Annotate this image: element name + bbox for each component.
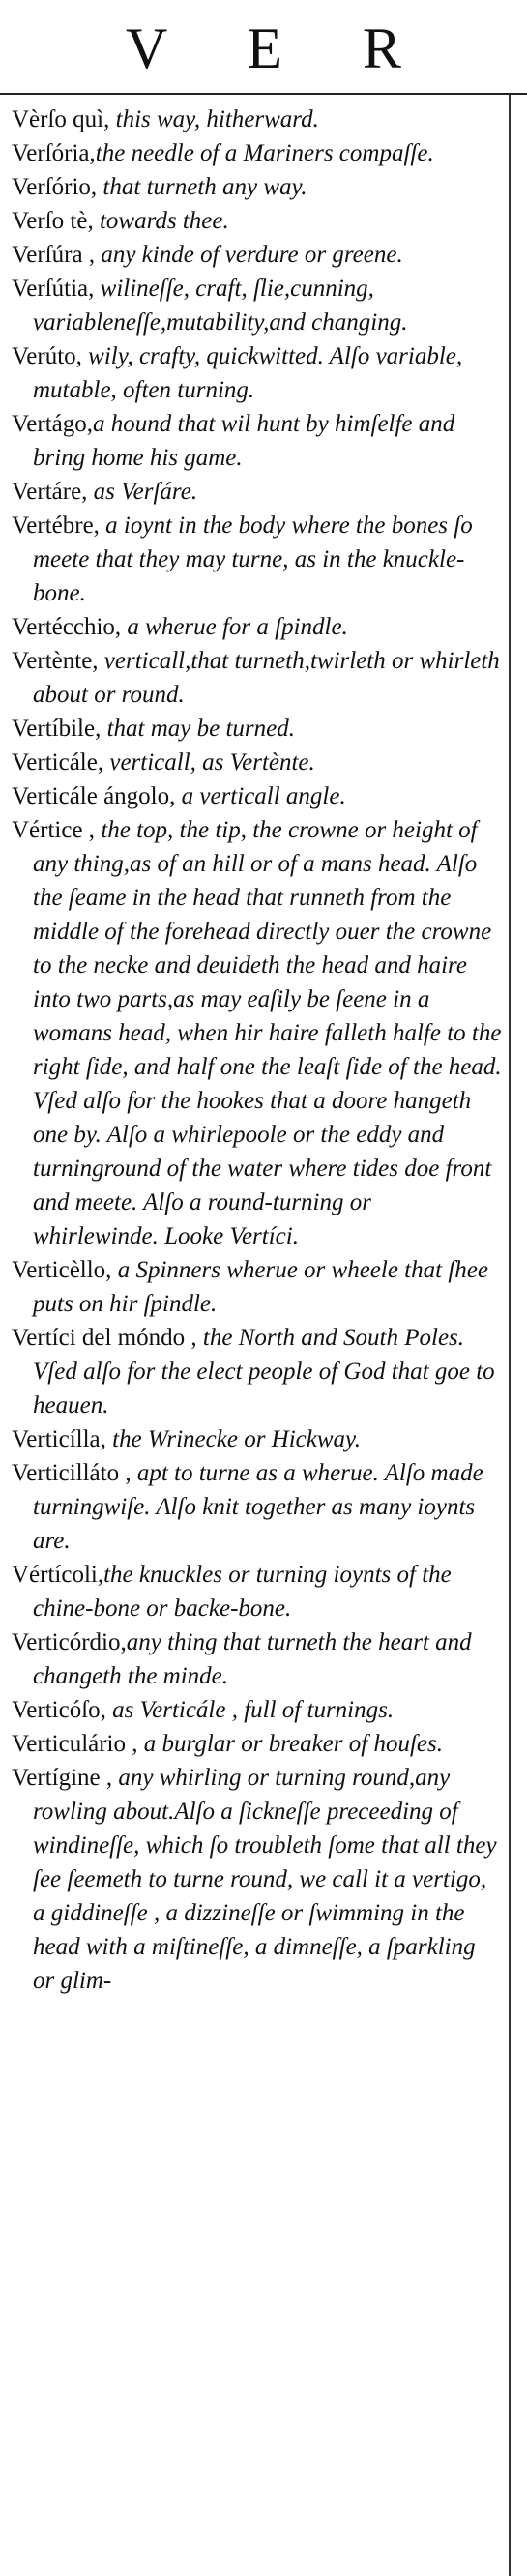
column-rule	[509, 95, 511, 2576]
dictionary-entry	[12, 1761, 503, 1998]
dictionary-entry	[12, 407, 503, 475]
entry-headword: Vertécchio,	[12, 614, 122, 640]
dictionary-column	[12, 102, 503, 1998]
dictionary-entry	[12, 1693, 503, 1727]
entry-headword: Verſúra ,	[12, 242, 96, 268]
entry-headword: Verticílla,	[12, 1426, 106, 1452]
dictionary-entry	[12, 509, 503, 610]
entry-definition: the Wrinecke or Hickway.	[105, 1426, 362, 1452]
page-header	[0, 0, 527, 95]
entry-definition: towards thee.	[93, 208, 229, 234]
dictionary-entry	[12, 339, 503, 407]
entry-headword: Vertágo,	[12, 411, 93, 437]
entry-headword: Vertíbile,	[12, 716, 102, 742]
dictionary-entry	[12, 1422, 503, 1456]
dictionary-entry	[12, 102, 503, 136]
entry-definition: wily, crafty, quickwitted. Alſo variable, mutable, often turning.	[33, 343, 463, 403]
entry-headword: Verſório,	[12, 174, 98, 200]
entry-headword: Vértícoli,	[12, 1562, 104, 1588]
entry-definition: as Verſáre.	[87, 479, 198, 505]
entry-definition: a ioynt in the body where the bones ſo meete that they may turne, as in the knuckle-bone.	[33, 512, 473, 606]
dictionary-entry	[12, 610, 503, 644]
entry-headword: Verſútia,	[12, 276, 95, 302]
dictionary-entry	[12, 1456, 503, 1558]
dictionary-entry	[12, 746, 503, 779]
entry-headword: Verticulário ,	[12, 1731, 138, 1757]
dictionary-entry	[12, 475, 503, 509]
entry-definition: a verticall angle.	[175, 783, 346, 809]
entry-headword: Verſória,	[12, 140, 96, 166]
entry-definition: a burglar or breaker of houſes.	[137, 1731, 444, 1757]
dictionary-entry	[12, 1253, 503, 1321]
dictionary-entry	[12, 813, 503, 1253]
entry-headword: Verticórdio,	[12, 1629, 127, 1655]
entry-headword: Vertébre,	[12, 512, 100, 539]
dictionary-entry	[12, 1625, 503, 1693]
entry-headword: Verticilláto ,	[12, 1460, 132, 1486]
entry-definition: the North and South Poles. Vſed alſo for the elect people of God that goe to heauen.	[33, 1325, 495, 1419]
entry-definition: that may be turned.	[101, 716, 296, 742]
entry-headword: Vertáre,	[12, 479, 88, 505]
entry-headword: Verticóſo,	[12, 1697, 106, 1723]
dictionary-entry	[12, 204, 503, 238]
entry-headword: Verticèllo,	[12, 1257, 112, 1283]
entry-definition: the knuckles or turning ioynts of the chine-bone or backe-bone.	[33, 1562, 452, 1622]
dictionary-entry	[12, 1727, 503, 1761]
entry-headword: Vértice ,	[12, 817, 96, 843]
entry-definition: a Spinners wherue or wheele that ſhee puts on hir ſpindle.	[33, 1257, 488, 1317]
entry-headword: Vertènte,	[12, 648, 99, 674]
dictionary-entry	[12, 136, 503, 170]
entry-definition: this way, hitherward.	[109, 106, 319, 132]
entry-definition: verticall,that turneth,twirleth or whirleth about or round.	[33, 648, 500, 708]
entry-headword: Verticále ángolo,	[12, 783, 176, 809]
header-rule	[0, 93, 527, 95]
entry-definition: a hound that wil hunt by himſelfe and bring home his game.	[33, 411, 455, 471]
entry-definition: any whirling or turning round,any rowling about.Alſo a ſickneſſe preceeding of windineſſe, which ſo troubleth ſome that all they ſee ſeemeth to turne round, we call it a vertigo, a giddineſſe , a dizzineſſe or ſwimming in the head with a miſtineſſe, a dimneſſe, a ſparkling or glim-	[33, 1765, 497, 1994]
dictionary-entry	[12, 644, 503, 712]
dictionary-entry	[12, 170, 503, 204]
entry-headword: Vertígine ,	[12, 1765, 113, 1791]
entry-headword: Vertíci del móndo ,	[12, 1325, 197, 1351]
entry-definition: the top, the tip, the crowne or height of any thing,as of an hill or of a mans head. Alſo the ſeame in the head that runneth from the middle of the forehead directly ouer the crowne to the necke and deuideth the head and haire into two parts,as may eaſily be ſeene in a womans head, when hir haire falleth halfe to the right ſide, and half one the leaſt ſide of the head. Vſed alſo for the hookes that a doore hangeth one by. Alſo a whirlepoole or the eddy and turninground of the water where tides doe front and meete. Alſo a round-turning or whirlewinde. Looke Vertíci.	[33, 817, 502, 1249]
entry-definition: any thing that turneth the heart and changeth the minde.	[33, 1629, 472, 1689]
entry-definition: any kinde of verdure or greene.	[95, 242, 403, 268]
entry-headword: Vèrſo quì,	[12, 106, 110, 132]
dictionary-entry	[12, 712, 503, 746]
entry-definition: wilineſſe, craft, ſlie,cunning, variableneſſe,mutability,and changing.	[33, 276, 408, 336]
dictionary-entry	[12, 272, 503, 339]
entry-headword: Verticále,	[12, 749, 104, 776]
entry-definition: a wherue for a ſpindle.	[121, 614, 348, 640]
entry-definition: verticall, as Vertènte.	[103, 749, 315, 776]
dictionary-entry	[12, 779, 503, 813]
entry-definition: that turneth any way.	[97, 174, 307, 200]
entry-definition: apt to turne as a wherue. Alſo made turningwiſe. Alſo knit together as many ioynts are.	[33, 1460, 483, 1554]
dictionary-entry	[12, 238, 503, 272]
entry-definition: the needle of a Mariners compaſſe.	[95, 140, 434, 166]
section-heading: V E R	[126, 16, 434, 80]
dictionary-entry	[12, 1321, 503, 1422]
dictionary-entry	[12, 1558, 503, 1625]
entry-headword: Verúto,	[12, 343, 82, 369]
entry-headword: Verſo tè,	[12, 208, 94, 234]
entry-definition: as Verticále , full of turnings.	[105, 1697, 395, 1723]
